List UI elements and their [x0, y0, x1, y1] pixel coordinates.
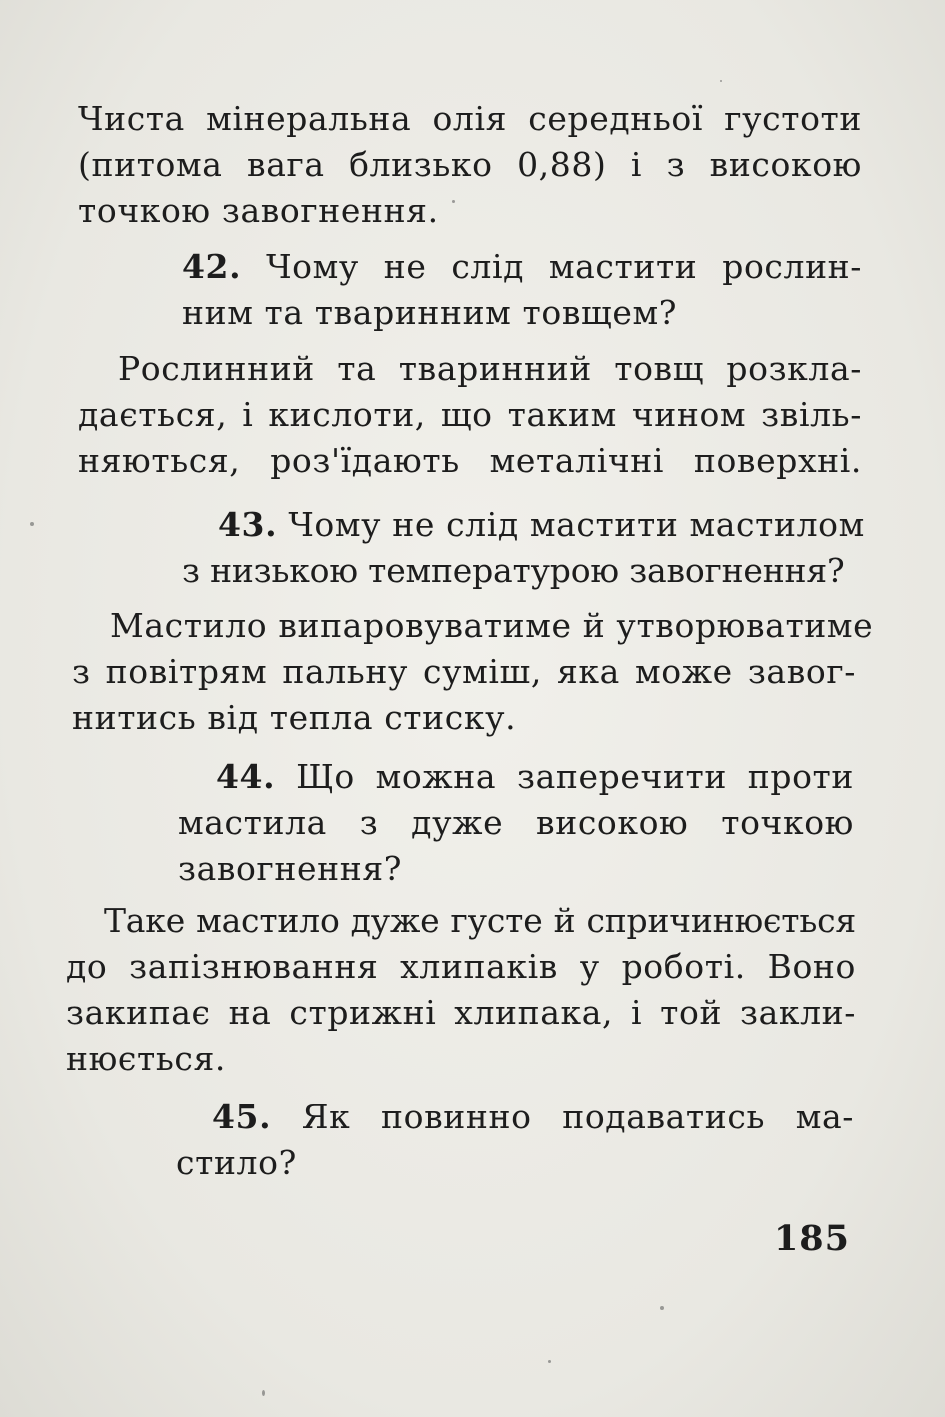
text-line: з повітрям пальну суміш, яка може завог- [72, 652, 856, 691]
answer-44 [66, 898, 856, 1082]
text-line: Рослинний та тваринний товщ розкла- [118, 349, 862, 388]
text-line: Таке мастило дуже густе й спричинюється [104, 901, 856, 940]
paper-speck [30, 522, 34, 526]
paper-speck [660, 1306, 664, 1310]
text-line: мастила з дуже високою точкою [178, 803, 854, 842]
text-line: ним та тваринним товщем? [182, 293, 678, 332]
question-number: 45. [212, 1097, 272, 1136]
text-line: стило? [176, 1143, 297, 1182]
text-line: (питома вага близько 0,88) і з високою [78, 145, 862, 184]
answer-41-continuation [78, 96, 862, 234]
text-line: Як повинно подаватись ма- [301, 1097, 855, 1136]
question-first-line [178, 754, 854, 800]
text-line: з низькою температурою завогнення? [182, 551, 845, 590]
text-line: няються, роз'їдають металічні поверхні. [78, 441, 862, 480]
question-number: 44. [216, 757, 276, 796]
text-line: нюється. [66, 1039, 227, 1078]
question-42 [182, 244, 862, 336]
paper-speck [548, 1360, 551, 1363]
text-line: Мастило випаровуватиме й утворюватиме [110, 606, 874, 645]
page-number: 185 [773, 1218, 850, 1259]
text-line: Що можна заперечити проти [296, 757, 854, 796]
question-first-line [182, 502, 865, 548]
text-line: нитись від тепла стиску. [72, 698, 517, 737]
text-line: Чиста мінеральна олія середньої густоти [78, 99, 862, 138]
text-line: Чому не слід мастити мастилом [288, 505, 865, 544]
question-44 [178, 754, 854, 892]
question-number: 43. [218, 505, 278, 544]
question-first-line [182, 244, 862, 290]
answer-43 [72, 603, 874, 741]
question-43 [182, 502, 865, 594]
question-45 [176, 1094, 854, 1186]
text-line: точкою завогнення. [78, 191, 439, 230]
question-first-line [176, 1094, 854, 1140]
paper-speck [452, 200, 455, 203]
question-number: 42. [182, 247, 242, 286]
text-line: закипає на стрижні хлипака, і той закли- [66, 993, 856, 1032]
text-line: завогнення? [178, 849, 403, 888]
text-line: дається, і кислоти, що таким чином звіль- [78, 395, 862, 434]
paper-speck [262, 1390, 265, 1396]
answer-42 [78, 346, 862, 484]
paper-speck [720, 80, 722, 82]
text-line: Чому не слід мастити рослин- [266, 247, 863, 286]
text-line: до запізнювання хлипаків у роботі. Воно [66, 947, 856, 986]
